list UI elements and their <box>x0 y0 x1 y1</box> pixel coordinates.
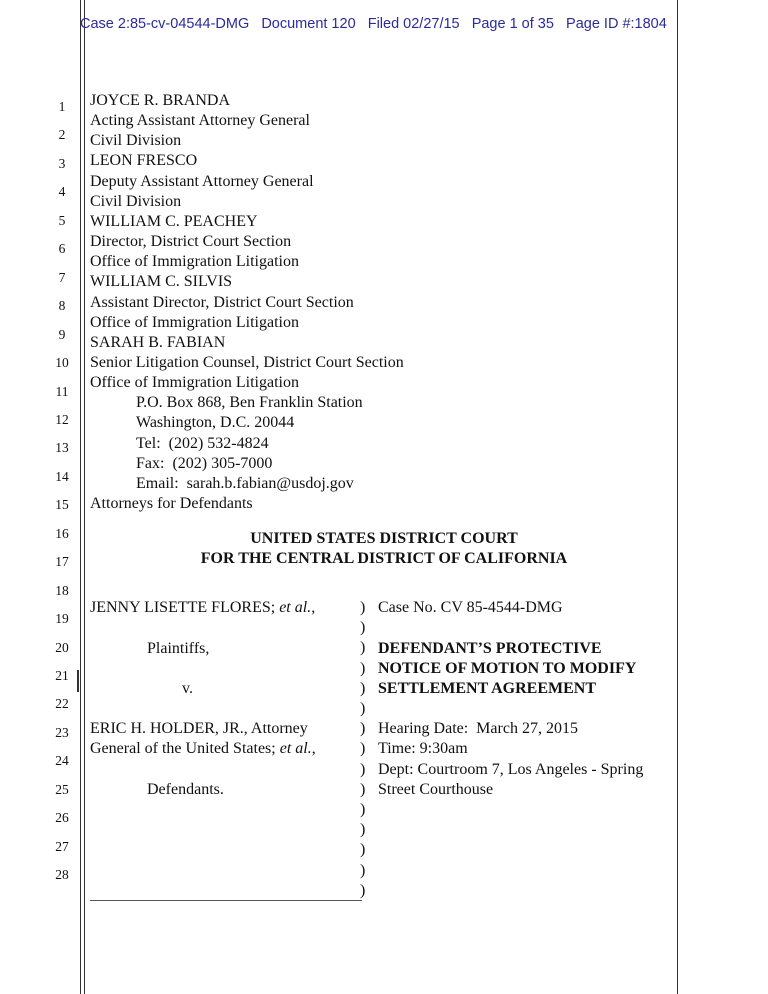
caption-paren: ) <box>360 740 366 758</box>
counsel-line: Senior Litigation Counsel, District Court Section <box>90 353 404 371</box>
address-line: Washington, D.C. 20044 <box>136 414 295 432</box>
line-number: 4 <box>58 184 66 200</box>
caption-paren: ) <box>360 639 366 657</box>
caption-paren: ) <box>360 700 366 717</box>
address-line: Email: sarah.b.fabian@usdoj.gov <box>136 474 354 492</box>
line-number: 1 <box>58 99 66 114</box>
court-district: FOR THE CENTRAL DISTRICT OF CALIFORNIA <box>200 550 568 567</box>
line-number: 12 <box>55 411 69 427</box>
caption-paren: ) <box>360 780 366 798</box>
defendant-line-2: General of the United States; et al., <box>90 740 316 757</box>
caption-paren: ) <box>360 861 366 879</box>
line-number: 2 <box>58 127 66 143</box>
counsel-line: WILLIAM C. SILVIS <box>90 273 233 291</box>
plaintiff-name: JENNY LISETTE FLORES; et al., <box>90 599 316 616</box>
line-number: 10 <box>55 355 69 371</box>
margin-mark <box>77 670 79 692</box>
address-line: P.O. Box 868, Ben Franklin Station <box>136 394 363 412</box>
counsel-line: Director, District Court Section <box>90 233 292 251</box>
line-number: 17 <box>55 554 69 570</box>
counsel-line: Office of Immigration Litigation <box>90 313 299 331</box>
line-number: 3 <box>58 155 66 171</box>
counsel-line: Assistant Director, District Court Section <box>90 293 354 311</box>
counsel-line: Civil Division <box>90 132 182 150</box>
plaintiffs-label: Plaintiffs, <box>147 640 210 657</box>
counsel-line: Office of Immigration Litigation <box>90 253 299 271</box>
caption-paren: ) <box>360 760 366 778</box>
line-number: 11 <box>55 383 69 399</box>
caption-paren: ) <box>360 801 366 818</box>
line-number: 9 <box>58 326 66 342</box>
line-number: 22 <box>55 696 69 712</box>
line-number: 18 <box>55 582 69 598</box>
line-number: 23 <box>55 724 69 740</box>
caption-paren: ) <box>360 619 366 637</box>
document-title-1: DEFENDANT’S PROTECTIVE <box>378 640 602 657</box>
margin-line-left-outer <box>80 0 81 994</box>
counsel-line: Acting Assistant Attorney General <box>90 112 310 130</box>
caption-paren: ) <box>360 659 366 677</box>
margin-line-right <box>677 0 678 994</box>
line-number: 24 <box>55 753 69 769</box>
counsel-line: Office of Immigration Litigation <box>90 374 299 392</box>
line-number: 25 <box>55 781 69 797</box>
counsel-line: Civil Division <box>90 192 182 210</box>
court-name: UNITED STATES DISTRICT COURT <box>250 530 518 547</box>
counsel-line: JOYCE R. BRANDA <box>90 92 231 109</box>
case-number: Case No. CV 85-4544-DMG <box>378 599 563 616</box>
line-number: 16 <box>55 525 69 541</box>
caption-paren: ) <box>360 720 366 738</box>
line-number: 7 <box>58 269 66 285</box>
counsel-line: WILLIAM C. PEACHEY <box>90 212 258 230</box>
line-number: 28 <box>55 867 69 883</box>
line-number: 14 <box>55 468 69 484</box>
defendants-label: Defendants. <box>147 781 224 798</box>
attorneys-for: Attorneys for Defendants <box>90 495 253 512</box>
address-line: Fax: (202) 305-7000 <box>136 454 273 472</box>
caption-paren: ) <box>360 679 366 697</box>
line-number: 19 <box>55 611 69 627</box>
line-number: 20 <box>55 639 69 655</box>
caption-paren: ) <box>360 881 366 899</box>
counsel-line: LEON FRESCO <box>90 152 198 170</box>
document-title-2: NOTICE OF MOTION TO MODIFY <box>378 660 637 677</box>
counsel-line: Deputy Assistant Attorney General <box>90 172 314 190</box>
hearing-time: Time: 9:30am <box>378 740 468 757</box>
line-number: 8 <box>58 298 66 314</box>
caption-rule <box>90 900 362 901</box>
line-number: 13 <box>55 440 69 456</box>
line-number: 6 <box>58 241 66 257</box>
hearing-dept-1: Dept: Courtroom 7, Los Angeles - Spring <box>378 761 644 778</box>
line-number: 21 <box>55 668 69 683</box>
line-number: 26 <box>55 810 69 826</box>
address-line: Tel: (202) 532-4824 <box>136 434 269 452</box>
line-number: 5 <box>58 212 66 228</box>
counsel-line: SARAH B. FABIAN <box>90 333 226 351</box>
hearing-dept-2: Street Courthouse <box>378 781 494 798</box>
line-number: 15 <box>55 497 69 513</box>
document-title-3: SETTLEMENT AGREEMENT <box>378 680 596 697</box>
defendant-line-1: ERIC H. HOLDER, JR., Attorney <box>90 720 308 737</box>
margin-line-left-inner <box>84 0 85 994</box>
caption-paren: ) <box>360 599 366 616</box>
versus: v. <box>182 680 193 697</box>
ecf-header-stamp: Case 2:85-cv-04544-DMG Document 120 Filed 02/27/15 Page 1 of 35 Page ID #:1804 <box>80 16 667 32</box>
caption-paren: ) <box>360 841 366 859</box>
hearing-date: Hearing Date: March 27, 2015 <box>378 720 578 737</box>
caption-paren: ) <box>360 821 366 839</box>
line-number: 27 <box>55 838 69 854</box>
